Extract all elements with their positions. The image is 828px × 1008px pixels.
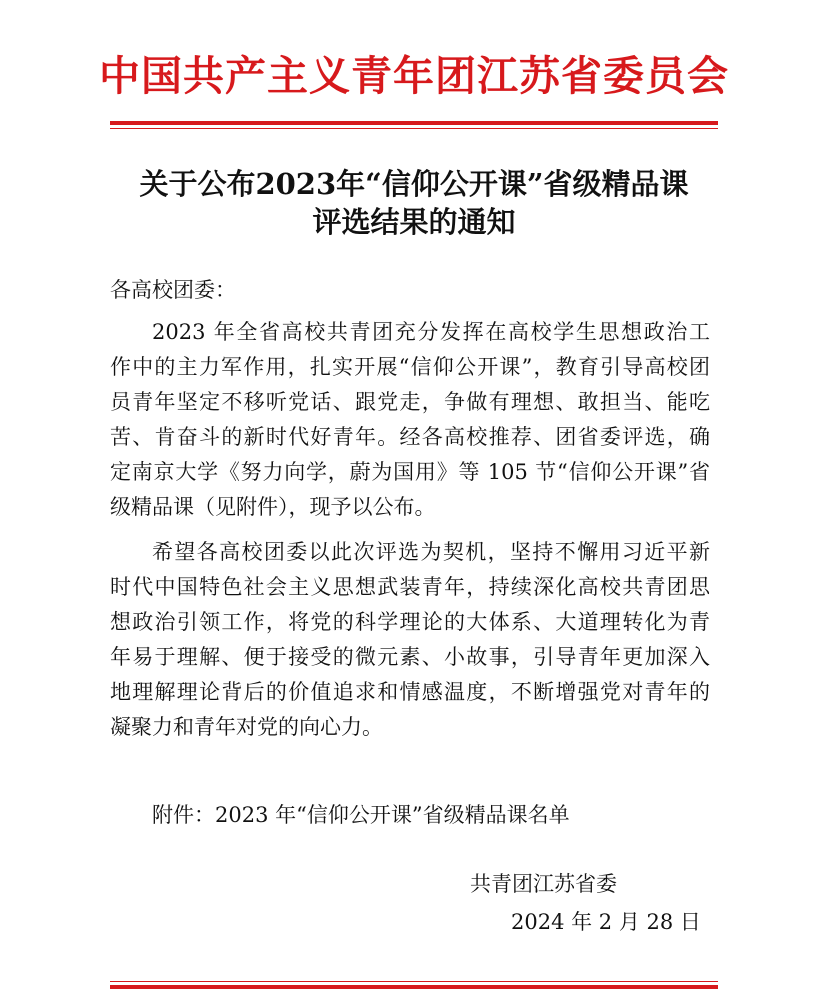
paragraph-line: 员青年坚定不移听党话、跟党走，争做有理想、敢担当、能吃 [110, 390, 710, 414]
letterhead-org-name: 中国共产主义青年团江苏省委员会 [99, 52, 729, 100]
paragraph-line: 时代中国特色社会主义思想武装青年，持续深化高校共青团思 [110, 575, 710, 599]
letterhead-rule-thin [110, 128, 718, 129]
paragraph-line: 级精品课（见附件），现予以公布。 [110, 495, 436, 519]
paragraph-line: 想政治引领工作，将党的科学理论的大体系、大道理转化为青 [110, 610, 710, 634]
paragraph-line: 希望各高校团委以此次评选为契机，坚持不懈用习近平新 [152, 540, 710, 564]
paragraph-line: 苦、肯奋斗的新时代好青年。经各高校推荐、团省委评选，确 [110, 425, 710, 449]
paragraph-line: 2023 年全省高校共青团充分发挥在高校学生思想政治工 [152, 320, 710, 344]
paragraph-line: 地理解理论背后的价值追求和情感温度，不断增强党对青年的 [110, 680, 710, 704]
paragraph-line: 定南京大学《努力向学，蔚为国用》等 105 节“信仰公开课”省 [110, 460, 710, 484]
paragraph-line: 凝聚力和青年对党的向心力。 [110, 715, 383, 739]
issue-date: 2024 年 2 月 28 日 [511, 910, 701, 934]
footer-rule-thick [110, 985, 718, 989]
issuer-name: 共青团江苏省委 [470, 872, 617, 896]
letterhead-rule-thick [110, 121, 718, 125]
document-title-line-2: 评选结果的通知 [312, 205, 516, 239]
footer-rule-thin [110, 981, 718, 982]
paragraph-line: 作中的主力军作用，扎实开展“信仰公开课”，教育引导高校团 [110, 355, 710, 379]
document-title-line-1: 关于公布2023年“信仰公开课”省级精品课 [139, 167, 689, 201]
paragraph-line: 年易于理解、便于接受的微元素、小故事，引导青年更加深入 [110, 645, 710, 669]
salutation: 各高校团委： [110, 278, 236, 302]
attachment-note: 附件：2023 年“信仰公开课”省级精品课名单 [152, 803, 570, 827]
